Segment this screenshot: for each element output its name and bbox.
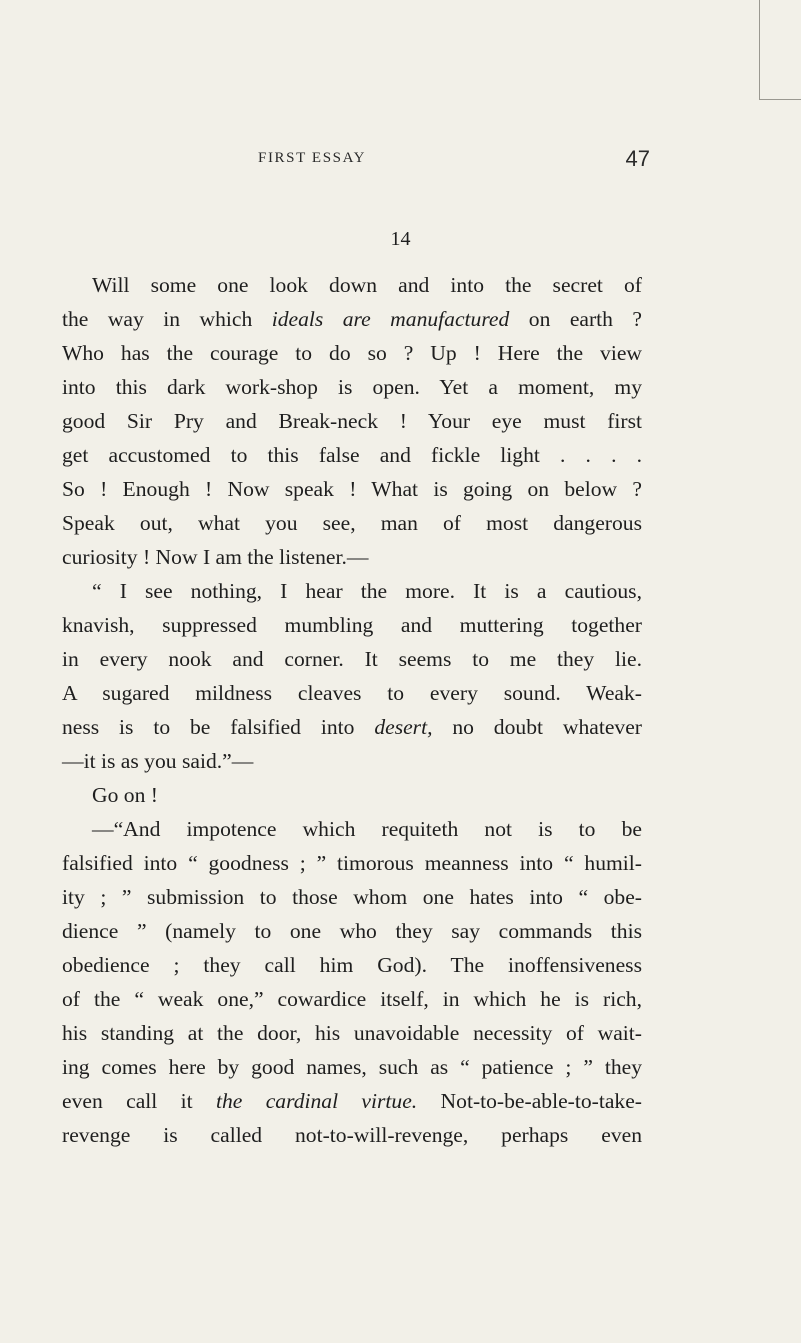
text-segment: A sugared mildness cleaves to every sound. Weak- (62, 681, 642, 705)
text-line (62, 982, 642, 1016)
text-line (62, 574, 642, 608)
text-segment: even call it (62, 1089, 216, 1113)
text-line (62, 1016, 642, 1050)
text-line (62, 846, 642, 880)
text-line (62, 710, 642, 744)
text-segment: obedience ; they call him God). The inoffensiveness (62, 953, 642, 977)
text-line (62, 1050, 642, 1084)
text-segment: Go on ! (92, 783, 158, 807)
text-segment: falsified into “ goodness ; ” timorous meanness into “ humil- (62, 851, 642, 875)
text-segment: the way in which (62, 307, 272, 331)
text-line (62, 914, 642, 948)
text-segment: on earth ? (509, 307, 642, 331)
text-line (62, 336, 642, 370)
running-head (258, 146, 650, 176)
text-segment: Not-to-be-able-to-take- (417, 1089, 642, 1113)
text-segment: into this dark work-shop is open. Yet a moment, my (62, 375, 642, 399)
text-segment: get accustomed to this false and fickle light . . . . (62, 443, 642, 467)
text-line (62, 268, 642, 302)
text-line (62, 812, 642, 846)
text-segment: Will some one look down and into the secret of (92, 273, 642, 297)
page-number: 47 (625, 146, 650, 171)
text-line (62, 302, 642, 336)
text-line (62, 370, 642, 404)
text-segment: ity ; ” submission to those whom one hates into “ obe- (62, 885, 642, 909)
text-segment: Who has the courage to do so ? Up ! Here the view (62, 341, 642, 365)
italic-text: ideals are manufactured (271, 307, 510, 331)
text-line (62, 404, 642, 438)
text-segment: revenge is called not-to-will-revenge, perhaps even (62, 1123, 642, 1147)
text-segment: ing comes here by good names, such as “ patience ; ” they (62, 1055, 642, 1079)
text-segment: in every nook and corner. It seems to me they lie. (62, 647, 642, 671)
page-corner-edge (759, 0, 801, 100)
text-line (62, 778, 642, 812)
text-segment: curiosity ! Now I am the listener.— (62, 545, 369, 569)
text-segment: ness is to be falsified into (62, 715, 375, 739)
text-line (62, 540, 642, 574)
text-line (62, 472, 642, 506)
running-title: FIRST ESSAY (258, 150, 367, 166)
text-segment: “ I see nothing, I hear the more. It is a cautious, (92, 579, 642, 603)
text-line (62, 676, 642, 710)
text-segment: knavish, suppressed mumbling and muttering together (62, 613, 642, 637)
text-segment: good Sir Pry and Break-neck ! Your eye must first (62, 409, 642, 433)
text-line (62, 608, 642, 642)
text-segment: Speak out, what you see, man of most dangerous (62, 511, 642, 535)
text-line (62, 642, 642, 676)
italic-text: the cardinal virtue. (215, 1089, 418, 1113)
text-line (62, 438, 642, 472)
text-segment: —“And impotence which requiteth not is to be (92, 817, 642, 841)
text-segment: —it is as you said.”— (62, 749, 254, 773)
text-line (62, 744, 642, 778)
text-line (62, 1084, 642, 1118)
text-segment: no doubt whatever (432, 715, 642, 739)
text-line (62, 506, 642, 540)
text-segment: So ! Enough ! Now speak ! What is going on below ? (62, 477, 642, 501)
text-line (62, 1118, 642, 1152)
text-segment: dience ” (namely to one who they say commands this (62, 919, 642, 943)
text-line (62, 880, 642, 914)
text-segment: of the “ weak one,” cowardice itself, in which he is rich, (62, 987, 642, 1011)
italic-text: desert, (374, 715, 433, 739)
text-line (62, 948, 642, 982)
section-number: 14 (390, 228, 411, 250)
text-segment: his standing at the door, his unavoidable necessity of wait- (62, 1021, 642, 1045)
essay-text (62, 268, 642, 1152)
